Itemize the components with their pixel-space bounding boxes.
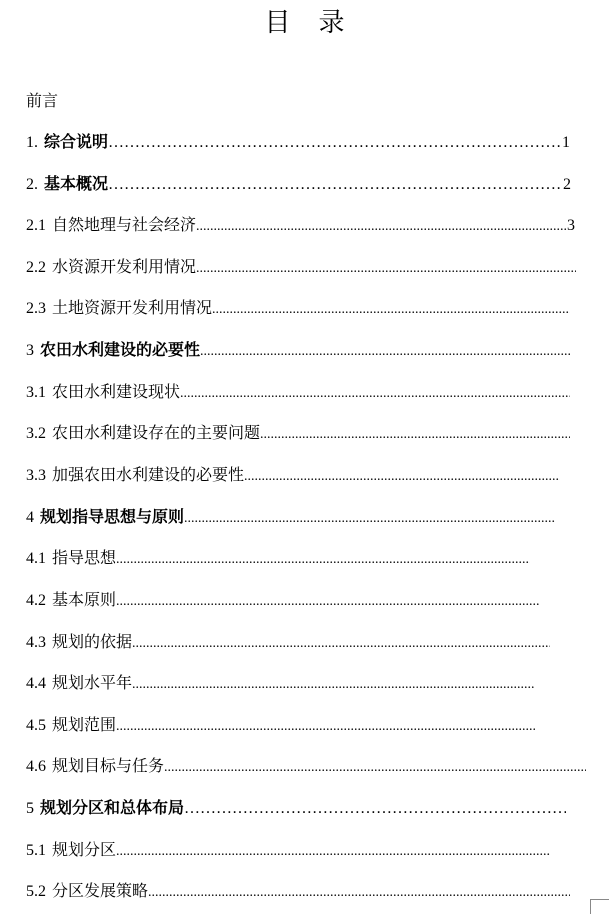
toc-entry-label: 土地资源开发利用情况 <box>52 298 213 317</box>
toc-entry-4-3[interactable] <box>26 630 550 654</box>
toc-leader-dots <box>260 423 570 447</box>
toc-leader-dots <box>244 465 560 489</box>
toc-entry-label: 自然地理与社会经济 <box>52 215 197 234</box>
toc-entry-4-4[interactable] <box>26 671 535 695</box>
toc-leader-dots <box>196 257 576 281</box>
toc-preface-label: 前言 <box>26 91 59 110</box>
toc-entry-1[interactable] <box>26 130 570 154</box>
toc-entry-number: 3.3 <box>26 467 46 484</box>
toc-entry-number: 4 <box>26 509 34 526</box>
toc-entry-number: 3.1 <box>26 384 46 401</box>
toc-entry-number: 5.1 <box>26 842 46 859</box>
toc-entry-4-1[interactable] <box>26 546 530 570</box>
toc-entry-number: 2. <box>26 176 38 193</box>
toc-entry-number: 4.1 <box>26 550 46 567</box>
toc-entry-label: 规划目标与任务 <box>52 756 165 775</box>
toc-entry-label: 规划分区 <box>52 840 117 859</box>
toc-entry-2[interactable] <box>26 172 571 196</box>
toc-entry-label: 基本原则 <box>52 590 117 609</box>
toc-entry-3-2[interactable] <box>26 421 570 445</box>
title-char-1: 目 <box>264 8 291 38</box>
toc-leader-dots <box>196 215 567 239</box>
toc-entry-number: 3.2 <box>26 425 46 442</box>
toc-entry-label: 农田水利建设现状 <box>52 382 181 401</box>
toc-leader-dots <box>108 131 562 156</box>
toc-entry-label: 加强农田水利建设的必要性 <box>52 465 245 484</box>
toc-entry-number: 4.6 <box>26 758 46 775</box>
toc-entry-label: 农田水利建设的必要性 <box>40 340 201 359</box>
toc-entry-number: 3 <box>26 342 34 359</box>
toc-leader-dots <box>132 673 535 697</box>
toc-entry-label: 规划指导思想与原则 <box>40 507 185 526</box>
toc-leader-dots <box>148 881 570 905</box>
toc-entry-number: 2.1 <box>26 217 46 234</box>
toc-entry-label: 农田水利建设存在的主要问题 <box>52 423 261 442</box>
toc-leader-dots <box>184 507 555 531</box>
toc-entry-label: 水资源开发利用情况 <box>52 257 197 276</box>
toc-entry-2-2[interactable] <box>26 255 576 279</box>
toc-leader-dots <box>180 382 570 406</box>
toc-leader-dots <box>212 298 570 322</box>
toc-leader-dots <box>116 548 530 572</box>
toc-entry-number: 5.2 <box>26 883 46 900</box>
toc-entry-3-3[interactable] <box>26 463 560 487</box>
toc-entry-label: 综合说明 <box>44 132 109 151</box>
page-title <box>0 2 609 39</box>
toc-entry-2-1[interactable] <box>26 213 575 237</box>
toc-entry-number: 4.2 <box>26 592 46 609</box>
toc-leader-dots <box>164 756 586 780</box>
toc-entry-4-2[interactable] <box>26 588 540 612</box>
toc-entry-number: 4.5 <box>26 717 46 734</box>
toc-entry-number: 2.3 <box>26 300 46 317</box>
toc-entry-label: 规划水平年 <box>52 673 133 692</box>
toc-entry-label: 规划的依据 <box>52 632 133 651</box>
toc-entry-label: 指导思想 <box>52 548 117 567</box>
toc-leader-dots <box>132 632 550 656</box>
page-corner-mark <box>590 899 609 914</box>
toc-entry-5-1[interactable] <box>26 838 550 862</box>
toc-entry-page: 1 <box>562 134 570 151</box>
toc-entry-page: 3 <box>567 217 575 234</box>
toc-leader-dots <box>116 840 550 864</box>
toc-preface[interactable] <box>26 89 226 113</box>
title-char-2: 录 <box>318 8 345 38</box>
toc-entry-number: 2.2 <box>26 259 46 276</box>
toc-entry-number: 5 <box>26 800 34 817</box>
toc-entry-5[interactable] <box>26 796 566 820</box>
toc-leader-dots <box>184 797 566 822</box>
toc-entry-page: 2 <box>563 176 571 193</box>
toc-entry-4-6[interactable] <box>26 754 586 778</box>
toc-entry-3[interactable] <box>26 338 570 362</box>
toc-entry-label: 规划分区和总体布局 <box>40 798 185 817</box>
toc-leader-dots <box>200 340 570 364</box>
toc-entry-label: 分区发展策略 <box>52 881 149 900</box>
toc-entry-number: 1. <box>26 134 38 151</box>
toc-entry-3-1[interactable] <box>26 380 570 404</box>
toc-entry-number: 4.4 <box>26 675 46 692</box>
toc-entry-label: 规划范围 <box>52 715 117 734</box>
toc-entry-4[interactable] <box>26 505 555 529</box>
toc-entry-label: 基本概况 <box>44 174 109 193</box>
toc-leader-dots <box>116 715 535 739</box>
toc-entry-2-3[interactable] <box>26 296 570 320</box>
toc-leader-dots <box>116 590 540 614</box>
toc-entry-5-2[interactable] <box>26 879 570 903</box>
toc-leader-dots <box>108 173 563 198</box>
toc-entry-4-5[interactable] <box>26 713 535 737</box>
toc-entry-number: 4.3 <box>26 634 46 651</box>
